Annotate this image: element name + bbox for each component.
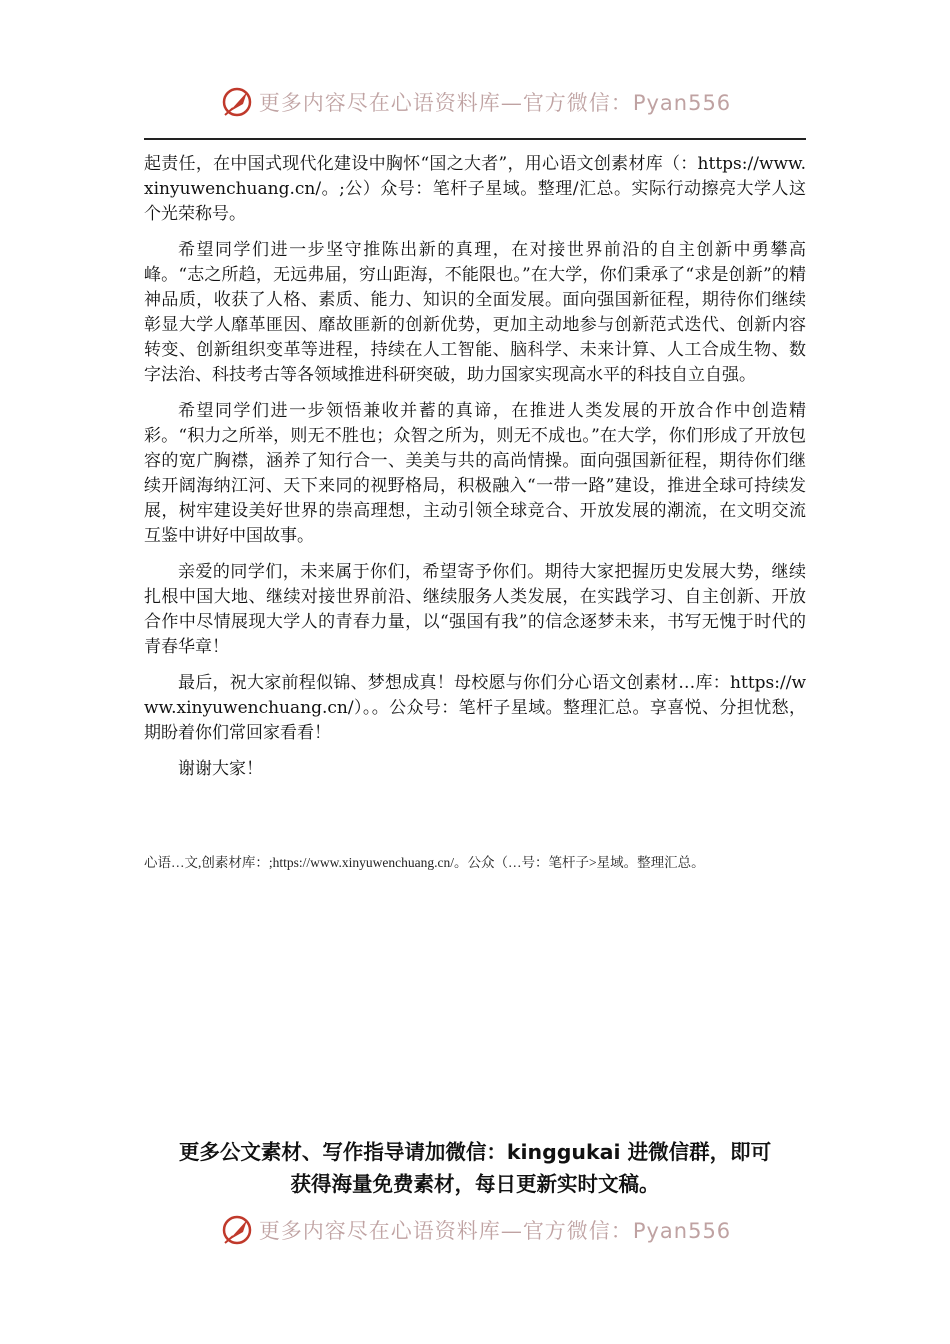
header-rule bbox=[144, 138, 806, 140]
quill-logo-icon bbox=[219, 1212, 255, 1248]
footer-banner bbox=[0, 1210, 950, 1250]
paragraph-1: 起责任，在中国式现代化建设中胸怀“国之大者”，用心语文创素材库（：https://www.xinyuwenchuang.cn/。;公）众号：笔杆子星域。整理/汇总。实际行动擦亮大学人这个光荣称号。 bbox=[144, 154, 806, 224]
paragraph-6: 谢谢大家！ bbox=[178, 759, 263, 779]
header-banner bbox=[0, 82, 950, 122]
promo-block bbox=[120, 1136, 830, 1200]
banner-wechat: 官方微信： bbox=[522, 1219, 633, 1243]
paragraph-4: 亲爱的同学们，未来属于你们，希望寄予你们。期待大家把握历史发展大势，继续扎根中国大地、继续对接世界前沿、继续服务人类发展，在实践学习、自主创新、开放合作中尽情展现大学人的青春力量，以“强国有我”的信念逐梦未来，书写无愧于时代的青春华章！ bbox=[144, 562, 806, 657]
banner-main: 更多内容尽在心语资料库 bbox=[258, 1219, 501, 1243]
paragraph-5: 最后，祝大家前程似锦、梦想成真！母校愿与你们分心语文创素材…库：https://www.xinyuwenchuang.cn/）。。公众号：笔杆子星域。整理汇总。享喜悦、分担忧愁，期盼着你们常回家看看！ bbox=[144, 673, 806, 743]
promo-line-2: 获得海量免费素材，每日更新实时文稿。 bbox=[290, 1172, 660, 1196]
paragraph-2: 希望同学们进一步坚守推陈出新的真理，在对接世界前沿的自主创新中勇攀高峰。“志之所趋，无远弗届，穷山距海，不能限也。”在大学，你们秉承了“求是创新”的精神品质，收获了人格、素质、能力、知识的全面发展。面向强国新征程，期待你们继续彰显大学人靡革匪因、靡故匪新的创新优势，更加主动地参与创新范式迭代、创新内容转变、创新组织变革等进程，持续在人工智能、脑科学、未来计算、人工合成生物、数字法治、科技考古等各领域推进科研突破，助力国家实现高水平的科技自立自强。 bbox=[144, 240, 806, 385]
paragraph-3: 希望同学们进一步领悟兼收并蓄的真谛，在推进人类发展的开放合作中创造精彩。“积力之所举，则无不胜也；众智之所为，则无不成也。”在大学，你们形成了开放包容的宽广胸襟，涵养了知行合一、美美与共的高尚情操。面向强国新征程，期待你们继续开阔海纳江河、天下来同的视野格局，积极融入“一带一路”建设，推进全球可持续发展，树牢建设美好世界的崇高理想，主动引领全球竞合、开放发展的潮流，在文明交流互鉴中讲好中国故事。 bbox=[144, 401, 806, 546]
banner-main: 更多内容尽在心语资料库 bbox=[258, 91, 501, 115]
document-body bbox=[144, 152, 806, 793]
promo-line-1: 更多公文素材、写作指导请加微信：kinggukai 进微信群，即可 bbox=[178, 1140, 772, 1164]
banner-dash: — bbox=[500, 1219, 523, 1243]
banner-wechat: 官方微信： bbox=[522, 91, 633, 115]
banner-wechat-id: Pyan556 bbox=[632, 1219, 732, 1243]
banner-text bbox=[259, 87, 731, 117]
quill-logo-icon bbox=[219, 84, 255, 120]
banner-dash: — bbox=[500, 91, 523, 115]
banner-wechat-id: Pyan556 bbox=[632, 91, 732, 115]
banner-text bbox=[259, 1215, 731, 1245]
footnote: 心语…文,创素材库：;https://www.xinyuwenchuang.cn/。公众（…号：笔杆子>星域。整理汇总。 bbox=[144, 855, 705, 870]
